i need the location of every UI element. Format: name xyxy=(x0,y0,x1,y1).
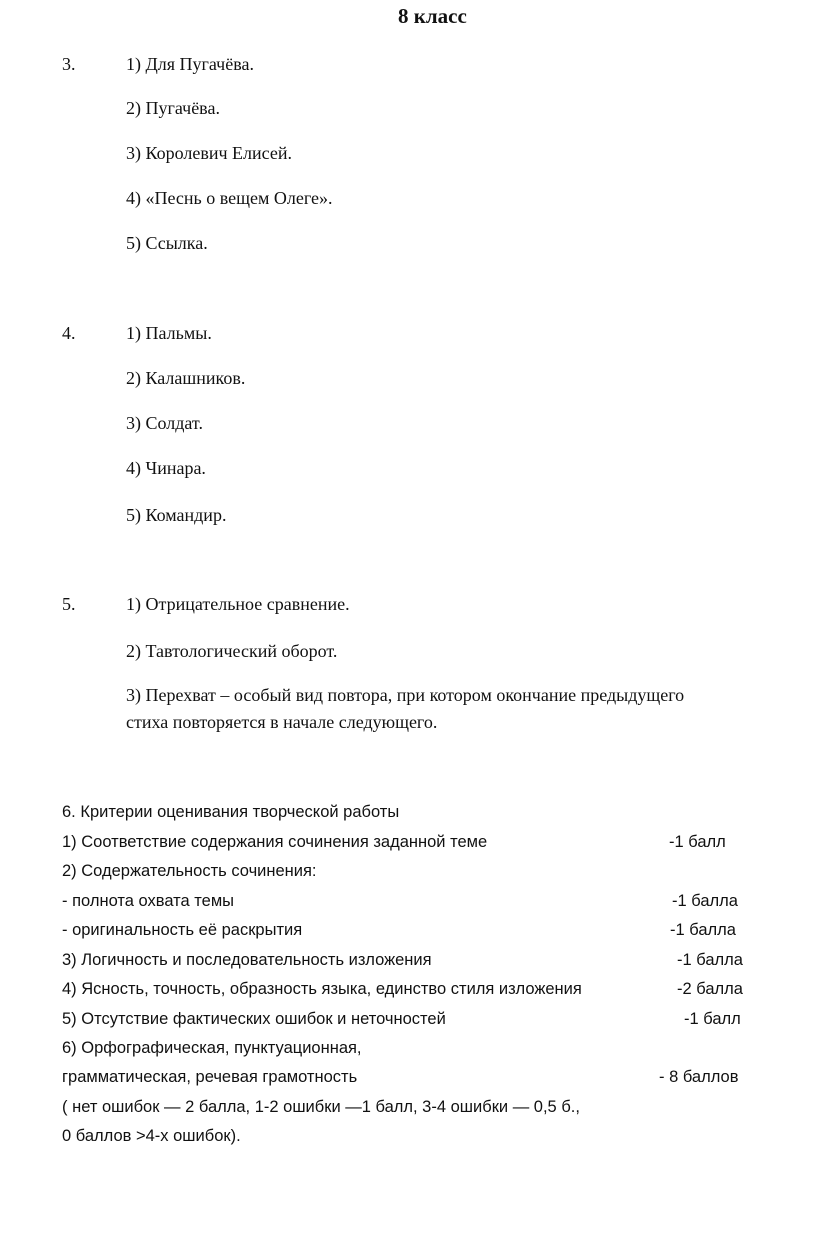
criteria-score: - 8 баллов xyxy=(659,1068,739,1086)
criteria-score: -2 балла xyxy=(677,980,743,998)
answer-item: 1) Для Пугачёва. xyxy=(126,54,254,74)
criteria-line: грамматическая, речевая грамотность xyxy=(62,1068,358,1086)
criteria-line: 6) Орфографическая, пунктуационная, xyxy=(62,1039,362,1057)
criteria-line: - оригинальность её раскрытия xyxy=(62,921,303,939)
answer-item: 1) Пальмы. xyxy=(126,323,212,343)
criteria-score: -1 балла xyxy=(672,892,738,910)
answer-item: 3) Перехват – особый вид повтора, при котором окончание предыдущего xyxy=(126,685,685,705)
answer-item: 3) Королевич Елисей. xyxy=(126,143,292,163)
criteria-line: 2) Содержательность сочинения: xyxy=(62,862,317,880)
page-title: 8 класс xyxy=(398,4,467,28)
answer-item: 5) Ссылка. xyxy=(126,233,208,253)
answer-item: 3) Солдат. xyxy=(126,413,203,433)
answer-item: 5) Командир. xyxy=(126,505,227,525)
section-number: 4. xyxy=(62,323,76,343)
answer-item: 2) Пугачёва. xyxy=(126,98,220,118)
criteria-score: -1 балл xyxy=(669,833,726,851)
criteria-score: -1 балла xyxy=(670,921,736,939)
criteria-line: 3) Логичность и последовательность изложения xyxy=(62,951,432,969)
answer-item: 1) Отрицательное сравнение. xyxy=(126,594,350,614)
criteria-line: 5) Отсутствие фактических ошибок и неточностей xyxy=(62,1010,446,1028)
criteria-line: - полнота охвата темы xyxy=(62,892,235,910)
criteria-score: -1 балл xyxy=(684,1010,741,1028)
criteria-heading: 6. Критерии оценивания творческой работы xyxy=(62,803,400,821)
answer-item-continuation: стиха повторяется в начале следующего. xyxy=(126,712,438,732)
criteria-score: -1 балла xyxy=(677,951,743,969)
criteria-line: 4) Ясность, точность, образность языка, единство стиля изложения xyxy=(62,980,582,998)
criteria-line: 0 баллов >4-х ошибок). xyxy=(62,1127,241,1145)
answer-item: 4) Чинара. xyxy=(126,458,206,478)
section-number: 3. xyxy=(62,54,76,74)
answer-item: 4) «Песнь о вещем Олеге». xyxy=(126,188,333,208)
criteria-line: ( нет ошибок — 2 балла, 1-2 ошибки —1 балл, 3-4 ошибки — 0,5 б., xyxy=(62,1098,580,1116)
criteria-line: 1) Соответствие содержания сочинения заданной теме xyxy=(62,833,488,851)
answer-item: 2) Калашников. xyxy=(126,368,246,388)
section-number: 5. xyxy=(62,594,76,614)
answer-item: 2) Тавтологический оборот. xyxy=(126,641,338,661)
